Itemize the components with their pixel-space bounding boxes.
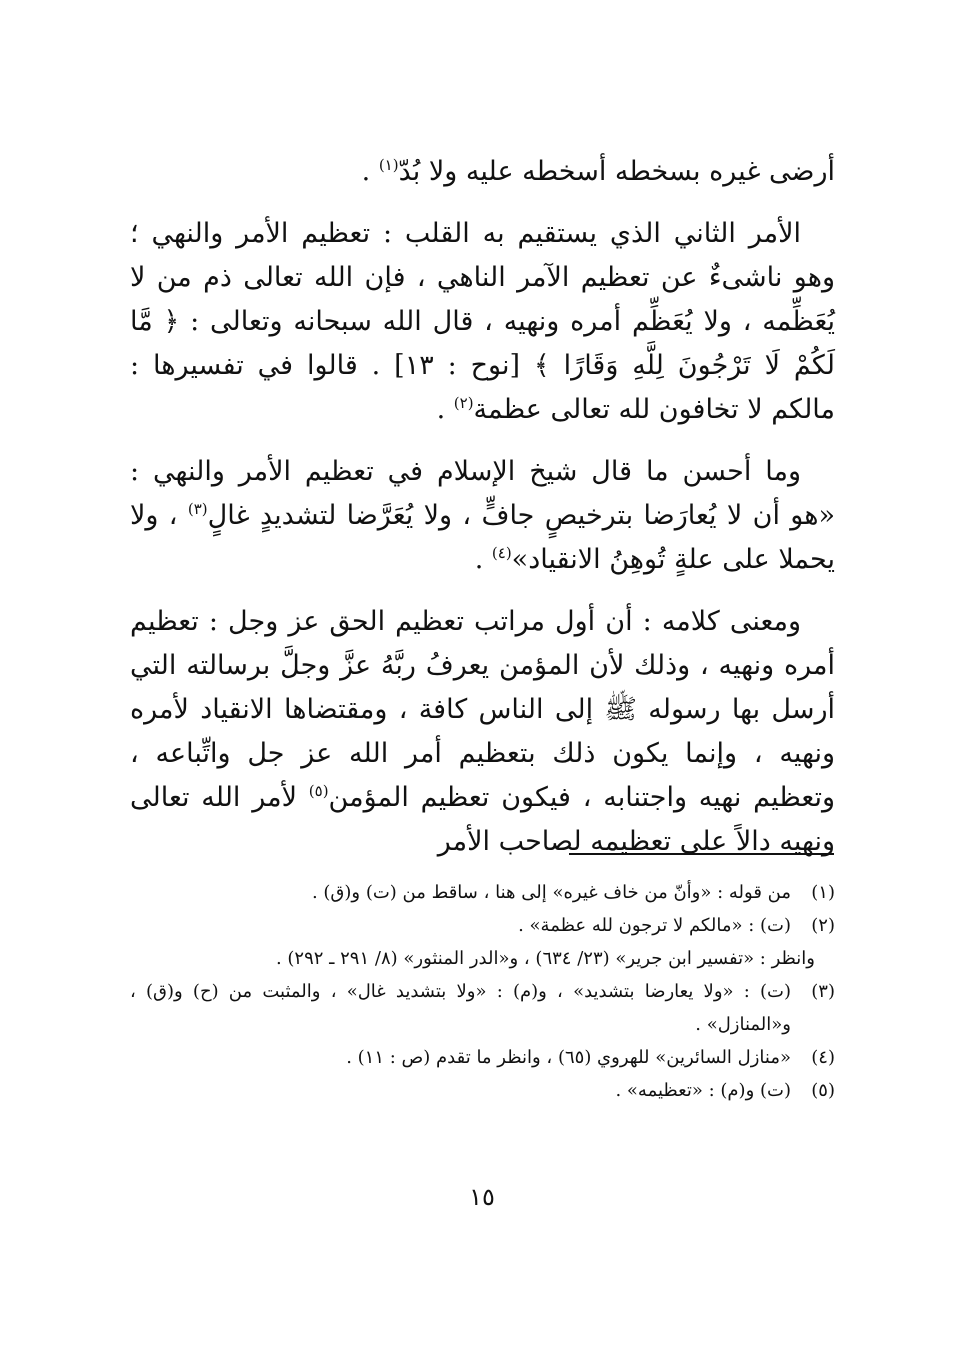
footnote-5-text: (ت) و(م) : «تعظيمه» . <box>615 1080 791 1101</box>
footnote-3-text: (ت) : «ولا يعارضا بتشديد» ، و(م) : «ولا بتشديد غال» ، والمثبت من (ح) و(ق) ، و«المنازل» . <box>130 981 791 1035</box>
paragraph-3-text-b: ، ولا يحملا على علةٍ تُوهِنُ الانقياد» <box>130 500 835 575</box>
footnote-5-number: (٥) <box>811 1080 835 1101</box>
footnote-4 <box>130 1041 835 1074</box>
paragraph-4 <box>130 600 835 864</box>
footnote-4-text: «منازل السائرين» للهروي (٦٥) ، وانظر ما تقدم (ص : ١١) . <box>346 1047 791 1068</box>
footnote-3 <box>130 975 835 1041</box>
footnote-separator <box>569 853 834 855</box>
footnote-ref-3[interactable]: (٣) <box>187 500 208 518</box>
footnote-ref-4[interactable]: (٤) <box>491 544 512 562</box>
footnote-ref-1[interactable]: (١) <box>378 156 399 174</box>
page-number: ١٥ <box>469 1183 495 1211</box>
footnote-1-text: من قوله : «وأنّ من خاف غيره» إلى هنا ، ساقط من (ت) و(ق) . <box>311 882 791 903</box>
paragraph-3 <box>130 450 835 582</box>
paragraph-2-end: . <box>436 394 454 425</box>
footnote-ref-2[interactable]: (٢) <box>453 394 474 412</box>
footnote-2-text: (ت) : «مالكم لا ترجون لله عظمة» . <box>518 915 791 936</box>
footnotes <box>130 876 835 1107</box>
paragraph-1 <box>130 150 835 194</box>
page-body <box>130 150 835 882</box>
main-text <box>130 150 835 864</box>
footnote-4-number: (٤) <box>811 1047 835 1068</box>
footnote-2-number: (٢) <box>811 915 835 936</box>
paragraph-2-text: الأمر الثاني الذي يستقيم به القلب : تعظيم الأمر والنهي ؛ وهو ناشىءٌ عن تعظيم الآمر الناهي ، فإن الله تعالى ذم من لا يُعَظِّمه ، ولا يُعَظِّم أمره ونهيه ، قال الله سبحانه وتعالى : ﴿ مَّا لَكُمْ لَا تَرْجُونَ لِلَّهِ وَقَارًا ﴾ [نوح : ١٣] . قالوا في تفسيرها : مالكم لا تخافون لله تعالى عظمة <box>130 218 835 425</box>
paragraph-3-end: . <box>474 544 492 575</box>
footnote-1 <box>130 876 835 909</box>
paragraph-4-text-a: ومعنى كلامه : أن أول مراتب تعظيم الحق عز وجل : تعظيم أمره ونهيه ، وذلك لأن المؤمن يعرفُ ربَّهُ عزَّ وجلَّ برسالته التي أرسل بها رسوله ﷺ إلى الناس كافة ، ومقتضاها الانقياد لأمره ونهيه ، وإنما يكون ذلك بتعظيم أمر الله عز جل واتِّباعه ، وتعظيم نهيه واجتنابه ، فيكون تعظيم المؤمن <box>130 606 836 813</box>
paragraph-4-text-b: لأمر الله تعالى ونهيه دالاً على تعظيمه لصاحب الأمر <box>130 782 835 857</box>
paragraph-3-text-a: وما أحسن ما قال شيخ الإسلام في تعظيم الأمر والنهي : «هو أن لا يُعارَضا بترخيصٍ جافٍّ ، ولا يُعَرَّضا لتشديدٍ غالٍ <box>130 456 835 531</box>
footnote-ref-5[interactable]: (٥) <box>308 782 329 800</box>
footnote-1-number: (١) <box>811 882 835 903</box>
footnote-2-continuation: وانظر : «تفسير ابن جرير» (٢٣/ ٦٣٤) ، و«الدر المنثور» (٨/ ٢٩١ ـ ٢٩٢) . <box>275 948 815 969</box>
footnote-2 <box>130 909 835 942</box>
footnote-3-number: (٣) <box>811 981 835 1002</box>
footnote-5 <box>130 1074 835 1107</box>
paragraph-1-end: . <box>361 156 379 187</box>
paragraph-2 <box>130 212 835 432</box>
paragraph-1-text: أرضى غيره بسخطه أسخطه عليه ولا بُدّ <box>398 156 835 187</box>
